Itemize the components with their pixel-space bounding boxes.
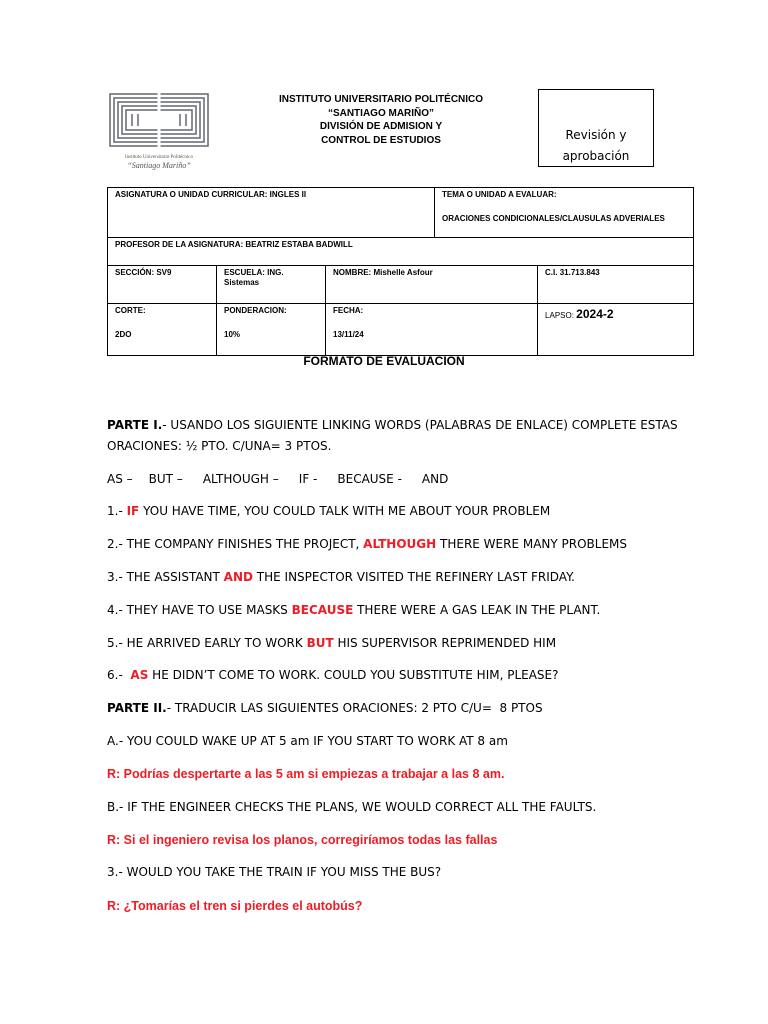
item3-post: THE INSPECTOR VISITED THE REFINERY LAST FRIDAY. (252, 570, 575, 584)
parte1-item-3 (107, 567, 575, 588)
asignatura-text: ASIGNATURA O UNIDAD CURRICULAR: INGLES II (115, 190, 307, 199)
parte2-answer-3: R: ¿Tomarías el tren si pierdes el autobús? (107, 899, 363, 913)
escuela-line-2: Sistemas (224, 278, 260, 287)
parte1-item-5 (107, 633, 556, 654)
parte1-item-6 (107, 665, 559, 686)
corte-cell (108, 304, 217, 356)
item6-post: HE DIDN’T COME TO WORK. COULD YOU SUBSTITUTE HIM, PLEASE? (148, 668, 559, 682)
corte-value: 2DO (115, 330, 132, 339)
logo-mark (108, 92, 210, 172)
parte2-heading: PARTE II. (107, 701, 167, 715)
institution-line-1: INSTITUTO UNIVERSITARIO POLITÉCNICO (278, 94, 484, 105)
item5-answer: BUT (306, 636, 334, 650)
fecha-value: 13/11/24 (333, 330, 364, 339)
item2-post: THERE WERE MANY PROBLEMS (436, 537, 628, 551)
word-if: IF - (298, 472, 318, 486)
nombre-cell (326, 266, 538, 304)
lapso-value: 2024-2 (576, 307, 614, 321)
tema-value: ORACIONES CONDICIONALES/CLAUSULAS ADVERIALES (442, 214, 665, 223)
nombre-text: NOMBRE: Mishelle Asfour (333, 268, 433, 277)
tema-label: TEMA O UNIDAD A EVALUAR: (442, 190, 557, 199)
item1-post: YOU HAVE TIME, YOU COULD TALK WITH ME ABOUT YOUR PROBLEM (139, 504, 551, 518)
word-but: BUT – (148, 472, 183, 486)
review-line-2: aprobación (562, 149, 630, 163)
formato-title: FORMATO DE EVALUACION (303, 354, 465, 368)
parte1-instruction-1: - USANDO LOS SIGUIENTE LINKING WORDS (PALABRAS DE ENLACE) COMPLETE ESTAS (162, 418, 678, 432)
item4-answer: BECAUSE (291, 603, 354, 617)
parte2-question-b: B.- IF THE ENGINEER CHECKS THE PLANS, WE WOULD CORRECT ALL THE FAULTS. (107, 800, 597, 814)
logo-caption-1: Instituto Universitario Politécnico (124, 155, 194, 160)
item2-pre: 2.- THE COMPANY FINISHES THE PROJECT, (107, 537, 364, 551)
review-line-1: Revisión y (565, 128, 627, 142)
item4-post: THERE WERE A GAS LEAK IN THE PLANT. (353, 603, 601, 617)
parte2-answer-a: R: Podrías despertarte a las 5 am si empiezas a trabajar a las 8 am. (107, 767, 505, 781)
profesor-text: PROFESOR DE LA ASIGNATURA: BEATRIZ ESTABA BADWILL (115, 240, 353, 249)
ponderacion-label: PONDERACION: (224, 306, 287, 315)
item4-pre: 4.- THEY HAVE TO USE MASKS (107, 603, 292, 617)
parte1-heading: PARTE I. (107, 418, 163, 432)
parte2-instruction-text: - TRADUCIR LAS SIGUIENTES ORACIONES: 2 PTO C/U= 8 PTOS (166, 701, 543, 715)
corte-label: CORTE: (115, 306, 146, 315)
item1-answer: IF (126, 504, 140, 518)
institution-header (250, 93, 512, 147)
item5-post: HIS SUPERVISOR REPRIMENDED HIM (333, 636, 557, 650)
parte2-question-3: 3.- WOULD YOU TAKE THE TRAIN IF YOU MISS THE BUS? (107, 865, 442, 879)
ponderacion-cell (217, 304, 326, 356)
institution-line-3: DIVISIÓN DE ADMISION Y (319, 121, 443, 132)
institution-line-4: CONTROL DE ESTUDIOS (321, 134, 441, 146)
item6-pre: 6.- (107, 668, 131, 682)
item2-answer: ALTHOUGH (363, 537, 437, 551)
institution-line-2: “SANTIAGO MARIÑO” (327, 107, 435, 119)
institute-logo (108, 92, 210, 172)
parte1-item-2 (107, 534, 627, 555)
item1-pre: 1.- (107, 504, 127, 518)
parte1-instruction (107, 415, 678, 436)
seccion-text: SECCIÓN: SV9 (115, 268, 172, 277)
ci-text: C.I. 31.713.843 (545, 268, 600, 277)
item3-pre: 3.- THE ASSISTANT (107, 570, 224, 584)
asignatura-cell (108, 188, 435, 238)
parte2-answer-b: R: Si el ingeniero revisa los planos, corregiríamos todas las fallas (107, 833, 498, 847)
tema-cell (435, 188, 694, 238)
item6-answer: AS (130, 668, 149, 682)
linking-words-row (107, 469, 448, 490)
word-and: AND (421, 472, 449, 486)
review-approval-box (538, 89, 654, 167)
word-because: BECAUSE - (337, 472, 402, 486)
item3-answer: AND (223, 570, 253, 584)
parte2-instruction (107, 698, 543, 719)
escuela-line-1: ESCUELA: ING. (224, 268, 284, 277)
parte2-question-a: A.- YOU COULD WAKE UP AT 5 am IF YOU START TO WORK AT 8 am (107, 734, 508, 748)
lapso-cell (538, 304, 694, 356)
word-as: AS – (107, 472, 133, 486)
fecha-cell (326, 304, 538, 356)
escuela-cell (217, 266, 326, 304)
ci-cell (538, 266, 694, 304)
word-although: ALTHOUGH – (202, 472, 279, 486)
parte1-item-4 (107, 600, 600, 621)
lapso-label: LAPSO: (545, 311, 574, 320)
parte1-item-1 (107, 501, 550, 522)
logo-caption-2: “Santiago Mariño” (127, 161, 191, 170)
info-table (107, 187, 694, 356)
seccion-cell (108, 266, 217, 304)
parte1-instruction-line2: ORACIONES: ½ PTO. C/UNA= 3 PTOS. (107, 439, 332, 453)
item5-pre: 5.- HE ARRIVED EARLY TO WORK (107, 636, 307, 650)
fecha-label: FECHA: (333, 306, 364, 315)
profesor-cell (108, 238, 694, 266)
ponderacion-value: 10% (224, 330, 241, 339)
